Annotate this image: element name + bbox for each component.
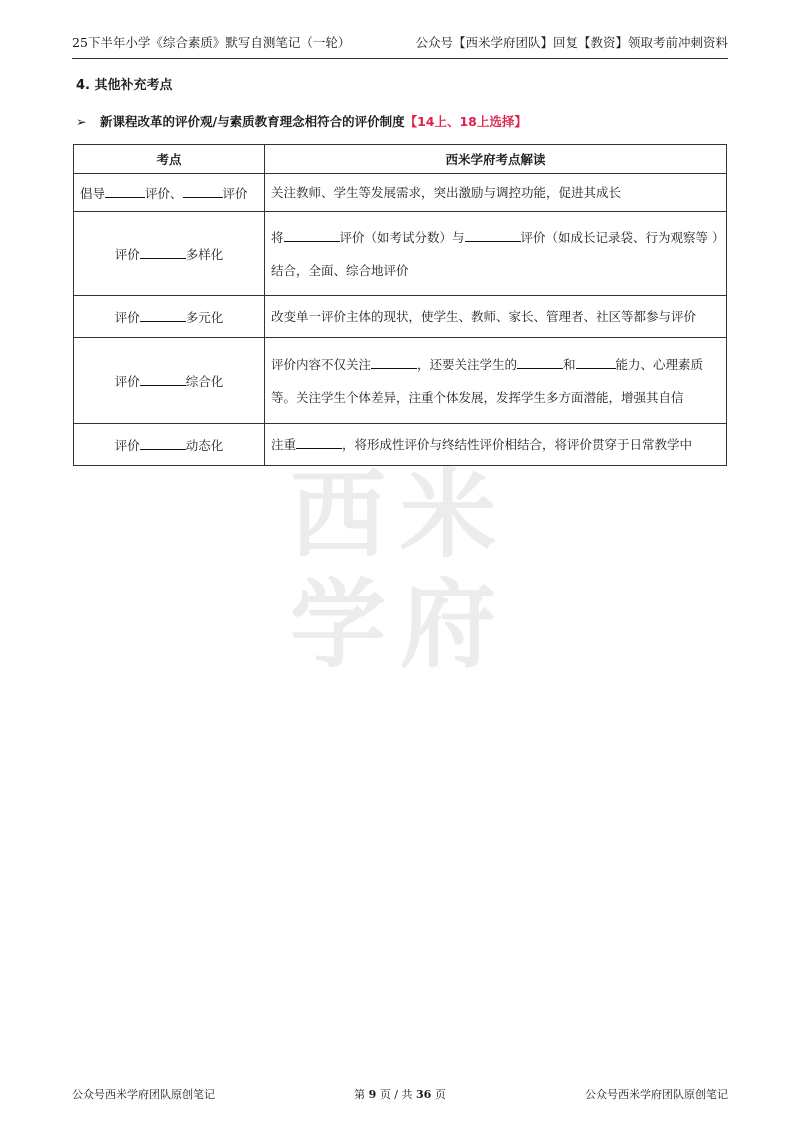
fill-blank[interactable] — [517, 356, 563, 369]
table-row — [74, 174, 727, 212]
fill-blank[interactable] — [284, 229, 340, 242]
footer-right: 公众号西米学府团队原创笔记 — [584, 1088, 728, 1101]
table-row — [74, 212, 727, 296]
footer-left: 公众号西米学府团队原创笔记 — [72, 1088, 215, 1101]
header-left: 25下半年小学《综合素质》默写自测笔记（一轮） — [72, 35, 351, 50]
page-header — [72, 34, 728, 59]
point-cell: 评价 多元化 — [74, 296, 265, 338]
column-header-point: 考点 — [74, 145, 265, 174]
arrow-bullet-icon: ➢ — [76, 114, 87, 129]
column-header-interpretation: 西米学府考点解读 — [265, 145, 727, 174]
interpretation-cell: 将 评价（如考试分数）与 评价（如成长记录袋、行为观察等 ）结合，全面、综合地评价 — [265, 212, 727, 296]
fill-blank[interactable] — [140, 246, 186, 259]
section-subtitle — [76, 112, 527, 130]
subtitle-text: 新课程改革的评价观/与素质教育理念相符合的评价制度 — [100, 114, 405, 129]
table-header-row — [74, 145, 727, 174]
fill-blank[interactable] — [465, 229, 521, 242]
fill-blank[interactable] — [183, 185, 223, 198]
fill-blank[interactable] — [296, 436, 342, 449]
table-row — [74, 338, 727, 424]
point-cell: 评价 综合化 — [74, 338, 265, 424]
table-row — [74, 424, 727, 466]
interpretation-cell: 评价内容不仅关注 ，还要关注学生的 和 能力、心理素质等。关注学生个体差异，注重个体发展，发挥学生多方面潜能，增强其自信 — [265, 338, 727, 424]
fill-blank[interactable] — [140, 373, 186, 386]
evaluation-table — [73, 144, 727, 466]
watermark-logo: 西米 学府 — [290, 459, 510, 681]
fill-blank[interactable] — [105, 185, 145, 198]
fill-blank[interactable] — [140, 309, 186, 322]
interpretation-cell: 关注教师、学生等发展需求，突出激励与调控功能，促进其成长 — [265, 174, 727, 212]
page-footer — [72, 1086, 728, 1102]
point-cell: 评价 动态化 — [74, 424, 265, 466]
point-cell: 评价 多样化 — [74, 212, 265, 296]
header-right: 公众号【西米学府团队】回复【教资】领取考前冲刺资料 — [415, 35, 728, 50]
fill-blank[interactable] — [371, 356, 417, 369]
interpretation-cell: 改变单一评价主体的现状，使学生、教师、家长、管理者、社区等都参与评价 — [265, 296, 727, 338]
fill-blank[interactable] — [576, 356, 616, 369]
page-number: 第 9 页 / 共 36 页 — [354, 1088, 446, 1101]
interpretation-cell: 注重 ，将形成性评价与终结性评价相结合，将评价贯穿于日常教学中 — [265, 424, 727, 466]
fill-blank[interactable] — [140, 437, 186, 450]
exam-tag: 【14上、18上选择】 — [404, 114, 527, 129]
point-cell: 倡导 评价、 评价 — [74, 174, 265, 212]
section-title: 4. 其他补充考点 — [76, 78, 173, 93]
table-row — [74, 296, 727, 338]
